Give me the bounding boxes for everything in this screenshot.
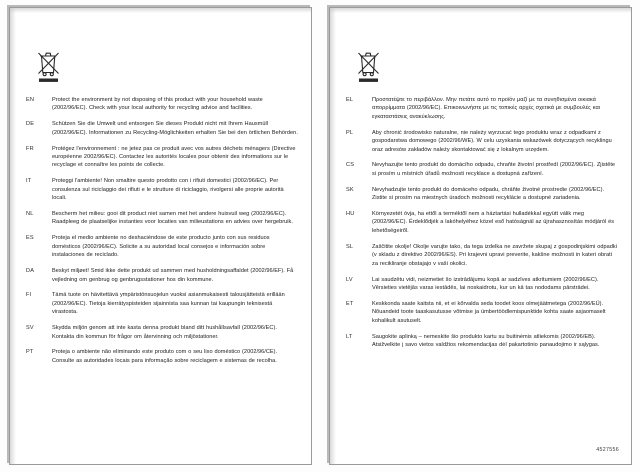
language-code: FR: [26, 145, 34, 152]
list-item: [346, 276, 619, 293]
language-text: Proteja o ambiente não eliminando este produto com o seu lixo doméstico (2002/96/CE). Consulte as autoridades locais para informação sobre reciclagem e sistemas de recolha.: [52, 349, 278, 364]
scan-edge-shadow-top: [10, 8, 311, 13]
language-code: SV: [26, 325, 34, 332]
language-text: Protégez l'environnement : ne jetez pas ce produit avec vos autres déchets ménagers (Directive européenne 2002/96/EC). Contactez les autorités locales pour obtenir des informations sur le recyclage et connaître les points de collecte.: [52, 145, 296, 169]
language-code: FI: [26, 292, 32, 299]
language-code: ET: [346, 300, 354, 307]
language-code: CS: [346, 162, 355, 169]
language-text: Tämä tuote on hävitettävä ympäristönsuojelun vuoksi asianmukaisesti talousjätteistä erillään (2002/96/EC). Tietoja kierrätyspisteiden sijainnista saa kunnan tai kaupungin teknisestä virastosta.: [52, 292, 285, 316]
scan-edge-shadow-top: [330, 8, 631, 13]
language-text: Aby chronić środowisko naturalne, nie należy wyrzucać tego produktu wraz z odpadkami z gospodarstwa domowego (2002/96/WE). W celu uzyskania wskazówek dotyczących recyklingu oraz adresów zakładów należy skontaktować się z lokalnym urzędem.: [372, 129, 612, 153]
language-code: PL: [346, 129, 354, 136]
list-item: [346, 161, 619, 178]
scan-edge-shadow-left: [10, 8, 16, 464]
language-text: Zaščitite okolje! Okolje varujte tako, da tega izdelka ne zavržete skupaj z gospodinjskimi odpadki (v skladu z direktivo 2002/96/ES). Pri krajevni upravi preverite, kakšne možnosti in kateri obrati za recikliranje obstajajo v vaši okolici.: [372, 243, 617, 267]
crossed-out-wheelie-bin-icon: [356, 48, 382, 84]
language-code: PT: [26, 349, 34, 356]
list-item: [26, 267, 299, 284]
language-text: Schützen Sie die Umwelt und entsorgen Sie dieses Produkt nicht mit Ihrem Hausmüll (2002/96/EC). Informationen zu Recycling-Möglichkeiten erhalten Sie bei den örtlichen Behörden.: [52, 121, 298, 136]
crossed-out-wheelie-bin-icon: [36, 48, 62, 84]
list-item: [346, 300, 619, 325]
list-item: [346, 243, 619, 268]
language-text: Προστατέψτε το περιβάλλον. Μην πετάτε αυτό το προϊόν μαζί με τα συνηθισμένα οικιακά απορρίμματα (2002/96/EC). Επικοινωνήστε με τις τοπικές αρχές σχετικά με συμβουλές και εγκαταστάσεις ανακύκλωσης.: [372, 97, 600, 120]
list-item: [346, 96, 619, 121]
language-text: Protect the environment by not disposing of this product with your household waste (2002/96/EC). Check with your local authority for recycling advice and facilities.: [52, 97, 263, 112]
document-reference-number: 4527556: [596, 447, 619, 453]
language-text: Nevyhazujte tento produkt do domácího odpadu, chraňte životní prostředí (2002/96/EC). Zjistěte si prosím u místních úřadů možnosti recyklace a dostupná zařízení.: [372, 162, 616, 177]
left-language-list: [26, 96, 299, 373]
list-item: [26, 234, 299, 259]
language-code: IT: [26, 178, 32, 185]
language-text: Nevyhadzujte tento produkt do domáceho odpadu, chráňte životné prostredie (2002/96/EC). Zistite si prosím na miestnych úradoch možnosti recyklácie a dostupné zariadenia.: [372, 186, 605, 202]
language-text: Saugokite aplinką – nemeskite šio produkto kartu su buitinėmis atliekomis (2002/96/EB). Atsižvelkite į savo vietos valdžios rekomendacijas dėl pakartotinio panaudojimo ir sąlygas.: [372, 333, 600, 348]
language-code: EN: [26, 97, 35, 103]
list-item: [346, 129, 619, 154]
language-code: SK: [346, 186, 354, 193]
language-code: SL: [346, 243, 354, 250]
language-code: EL: [346, 97, 354, 103]
list-item: [26, 96, 299, 113]
language-text: Skydda miljön genom att inte kasta denna produkt bland ditt hushållsavfall (2002/96/EC). Kontakta din kommun för frågor om återvinning och miljöstationer.: [52, 325, 277, 340]
language-code: NL: [26, 211, 34, 218]
language-text: Proteggi l'ambiente! Non smaltire questo prodotto con i rifiuti domestici (2002/96/EC). Per consulenza sul riciclaggio dei rifiuti e le strutture di riciclaggio, rivolgersi alle proprie autorità locali.: [52, 178, 284, 202]
language-code: ES: [26, 235, 34, 242]
list-item: [26, 145, 299, 170]
right-page-content-area: [329, 7, 632, 465]
left-page-content-area: [9, 7, 312, 465]
list-item: [26, 120, 299, 137]
language-code: LV: [346, 276, 353, 283]
right-page: [320, 0, 640, 472]
language-text: Lai saudzētu vidi, neizmetiet šo izstrādājumu kopā ar sadzīves atkritumiem (2002/96/EC). Vērsieties vietējās varas iestādēs, lai noskaidrotu, kur un kā tas nododams pārstrādei.: [372, 276, 599, 291]
language-code: HU: [346, 211, 355, 218]
list-item: [26, 348, 299, 365]
language-code: LT: [346, 333, 353, 340]
language-text: Bescherm het milieu: gooi dit product niet samen met het andere huisvuil weg (2002/96/EC). Raadpleeg de plaatselijke instanties voor locaties van milieustations en advies over hergebruik.: [52, 211, 293, 226]
list-item: [346, 210, 619, 235]
list-item: [26, 291, 299, 316]
language-text: Keskkonda saate kaitsta nii, et ei kõrvalda seda toodet koos olmejäätmetega (2002/96/EÜ). Nõuandeid toote taaskasutusse võtmise ja ümbertöödlemispunktide kohta saate asjaomaselt kohalikult asutuselt.: [372, 300, 606, 324]
list-item: [26, 324, 299, 341]
language-text: Beskyt miljøet! Smid ikke dette produkt ud sammen med husholdningsaffaldet (2002/96/EF). Få vejledning om genbrug og genbrugsstationer hos din kommune.: [52, 268, 294, 283]
list-item: [26, 210, 299, 227]
language-text: Proteja el medio ambiente no deshaciéndose de este producto junto con sus residuos domésticos (2002/96/EC). Solicite a su autoridad local consejos e información sobre instalaciones de reciclado.: [52, 235, 270, 259]
language-text: Környezetét óvja, ha ettől a terméktől nem a háztartási hulladékkal együtt válik meg (2002/96/EC). Érdeklődjék a lakóhelyéhez közel eső hatóságnál az újrahasznosítás módjáról és lehetőségeiről.: [372, 211, 615, 234]
right-language-list: [346, 96, 619, 357]
list-item: [26, 177, 299, 202]
list-item: [346, 186, 619, 203]
language-code: DE: [26, 121, 35, 128]
list-item: [346, 333, 619, 350]
language-code: DA: [26, 268, 35, 275]
scan-edge-shadow-left: [330, 8, 336, 464]
